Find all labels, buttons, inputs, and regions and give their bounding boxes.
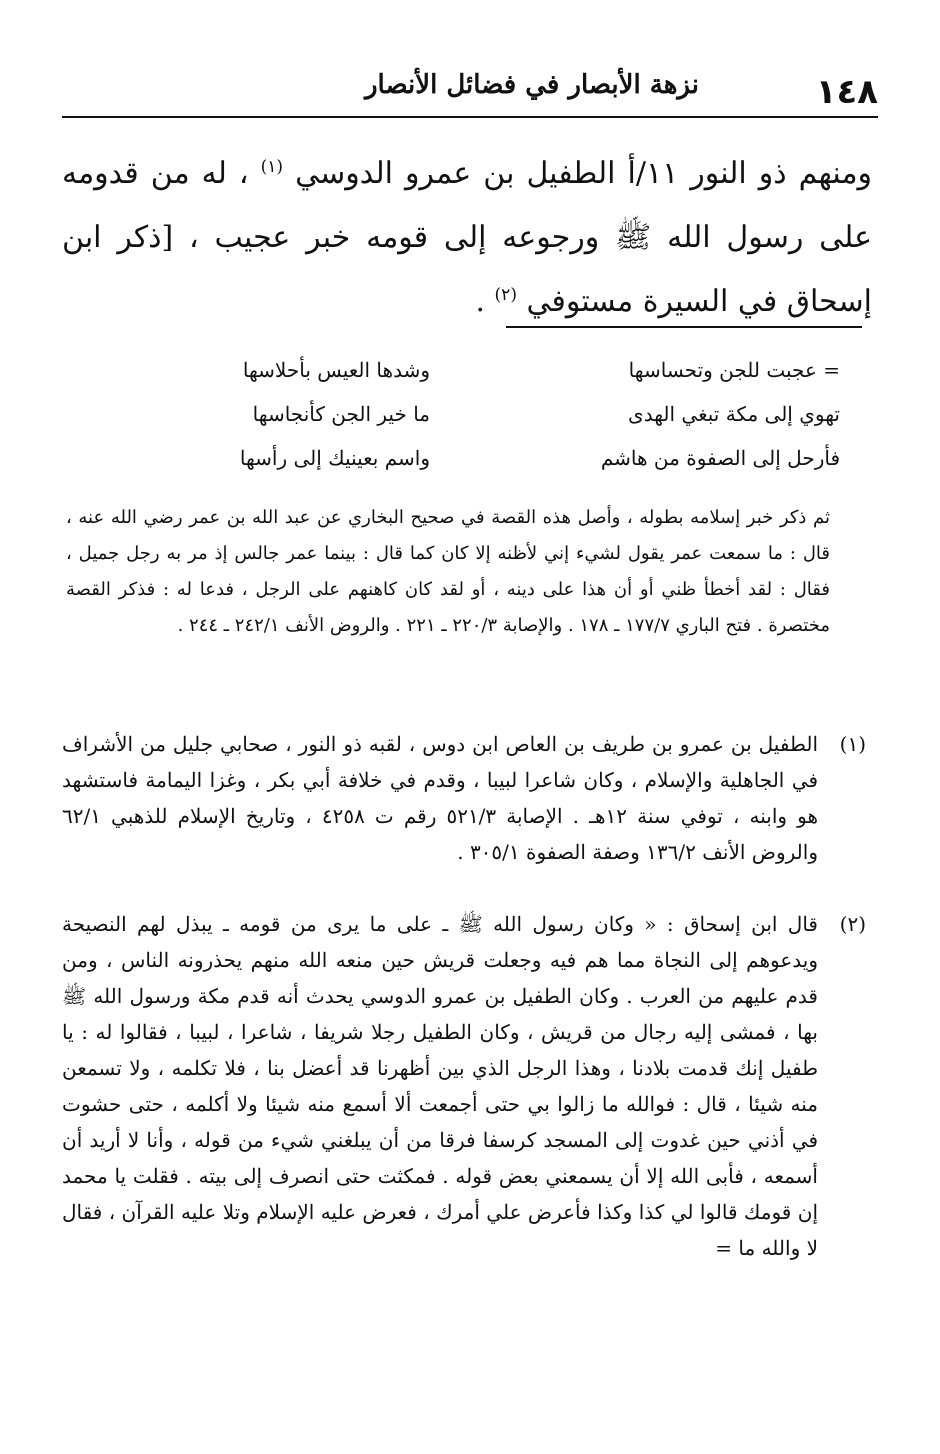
commentary-paragraph: ثم ذكر خبر إسلامه بطوله ، وأصل هذه القصة في صحيح البخاري عن عبد الله بن عمر رضي الله عنه ، قال : ما سمعت عمر يقول لشيء إني لأظنه إلا كان كما قال : بينما عمر جالس إذ مر به رجل جميل ، فقال : لقد أخطأ ظني أو أن هذا على دينه ، أو لقد كان كاهنهم على الرجل ، فدعا له : فذكر القصة مختصرة . فتح الباري ١٧٧/٧ ـ ١٧٨ . والإصابة ٢٢٠/٣ ـ ٢٢١ . والروض الأنف ٢٤٢/١ ـ ٢٤٤ . [66,507,830,636]
footnote-text: الطفيل بن عمرو بن طريف بن العاص ابن دوس ، لقبه ذو النور ، صحابي جليل من الأشراف في الجاهلية والإسلام ، وكان شاعرا لبيبا ، وقدم في خلافة أبي بكر ، وغزا اليمامة فاستشهد هو وابنه ، توفي سنة ١٢هـ . الإصابة ٥٢١/٣ رقم ت ٤٢٥٨ ، وتاريخ الإسلام للذهبي ٦٢/١ والروض الأنف ١٣٦/٢ وصفة الصفوة ٣٠٥/١ . [62,732,819,864]
footnote-text: قال ابن إسحاق : « وكان رسول الله ﷺ ـ على ما يرى من قومه ـ يبذل لهم النصيحة ويدعوهم إلى النجاة مما هم فيه وجعلت قريش حين منعه الله منهم يحذرونه الناس ، ومن قدم عليهم من العرب . وكان الطفيل بن عمرو الدوسي يحدث أنه قدم مكة ورسول الله ﷺ بها ، فمشى إليه رجال من قريش ، وكان الطفيل رجلا شريفا ، شاعرا ، لبيبا ، فقالوا له : يا طفيل إنك قدمت بلادنا ، وهذا الرجل الذي بين أظهرنا قد أعضل بنا ، فلا تكلمه ، ولا تسمعن منه شيئا ، قال : فوالله ما زالوا بي حتى أجمعت ألا أسمع منه شيئا ولا أكلمه ، حتى حشوت في أذني حين غدوت إلى المسجد كرسفا فرقا من أن يبلغني شيء من قوله ، وأنا لا أريد أن أسمعه ، فأبى الله إلا أن يسمعني بعض قوله . فمكثت حتى انصرف إلى بيته . فقلت يا محمد إن قومك قالوا لي كذا وكذا فأعرض علي أمرك ، فعرض عليه الإسلام وتلا عليه القرآن ، فقال لا والله ما = [62,912,818,1260]
footnote-marker: (١) [839,732,866,756]
footnote-1 [62,726,866,870]
main-text-part-3: . [475,284,495,319]
footnote-separator [506,326,862,328]
verse-hemistich-first: تهوي إلى مكة تبغي الهدى [628,402,840,426]
footnote-2 [62,906,866,1266]
verse-hemistich-first: فأرحل إلى الصفوة من هاشم [600,446,840,470]
verse-hemistich-second: ما خير الجن كأنجاسها [252,402,430,426]
verse [80,358,840,402]
main-text-part-1: ومنهم ذو النور ١١/أ الطفيل بن عمرو الدوسي [295,156,873,191]
main-text-part-2: ، له من قدومه على رسول الله ﷺ ورجوعه إلى قومه خبر عجيب ، [ذكر ابن إسحاق في السيرة مستوفي [62,156,872,319]
poetry-block [80,358,840,490]
verse [80,402,840,446]
running-title: نزهة الأبصار في فضائل الأنصار [365,70,699,100]
verse-hemistich-first: = عجبت للجن وتحساسها [628,358,840,382]
footnote-marker: (٢) [839,912,866,936]
header-rule [62,116,878,118]
footnote-ref-2: (٢) [494,285,517,305]
commentary-text [66,500,830,644]
footnote-ref-1: (١) [260,157,284,177]
main-paragraph [62,142,872,334]
page-number: ١٤٨ [815,72,878,112]
verse-hemistich-second: واسم بعينيك إلى رأسها [239,446,430,470]
page-header [62,48,878,118]
main-text [62,142,872,334]
verse-hemistich-second: وشدها العيس بأحلاسها [242,358,430,382]
verse [80,446,840,490]
